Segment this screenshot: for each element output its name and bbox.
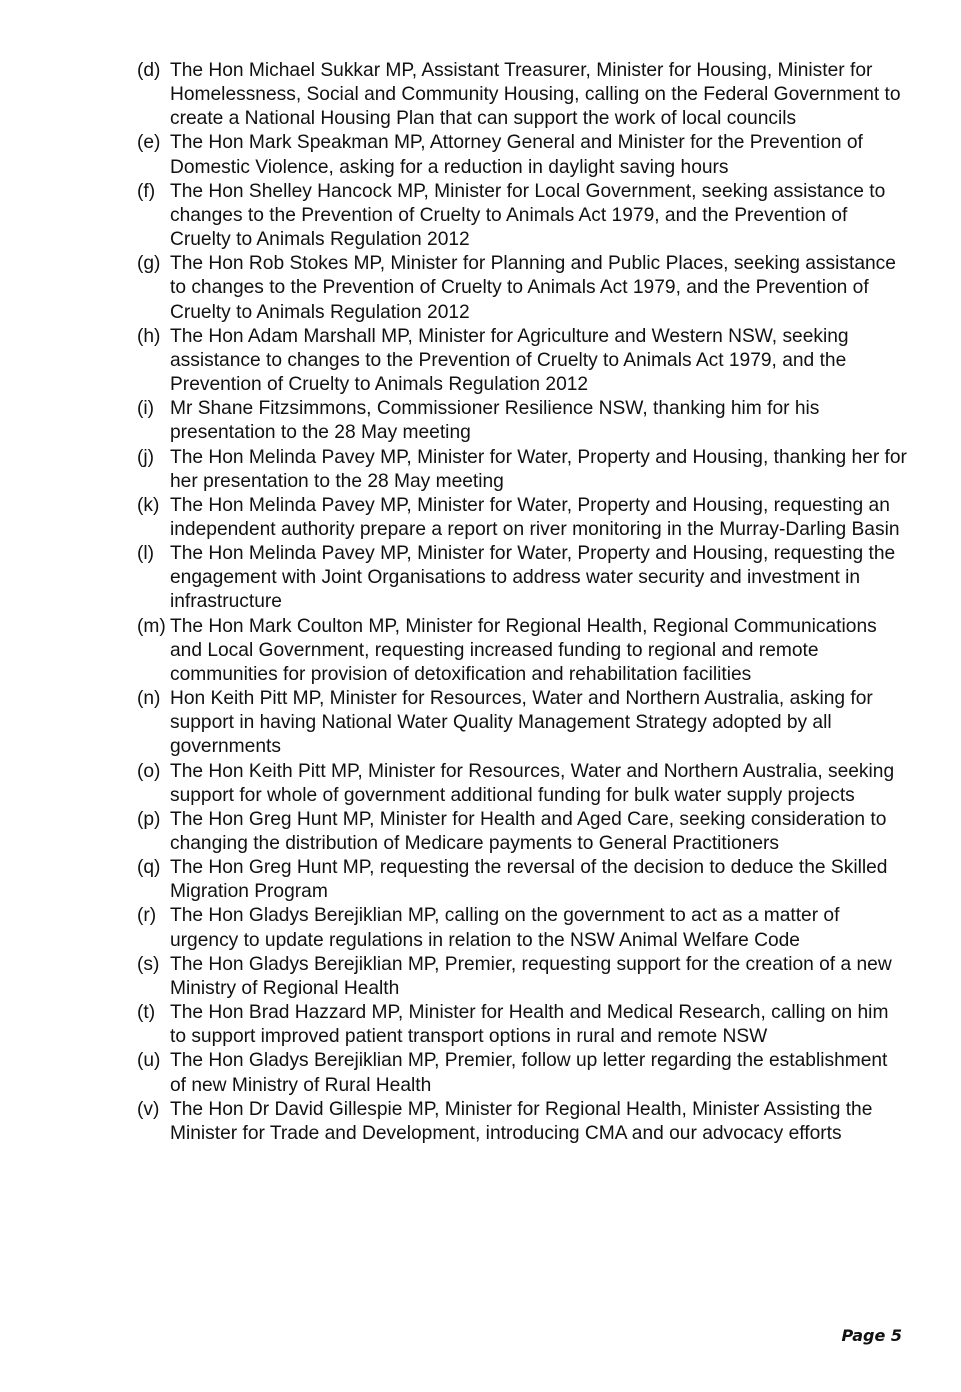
- list-item-marker: (q): [137, 857, 161, 879]
- list-item-marker: (f): [137, 180, 156, 202]
- list-item: [137, 494, 907, 542]
- list-item-marker: (m): [137, 615, 166, 637]
- list-item: [137, 808, 907, 856]
- list-item-marker: (t): [137, 1002, 156, 1024]
- list-item-marker: (v): [137, 1098, 160, 1120]
- list-item-marker: (o): [137, 760, 161, 782]
- list-item-text: The Hon Greg Hunt MP, requesting the reversal of the decision to deduce the Skilled Migration Program: [170, 857, 888, 903]
- list-item-text: The Hon Mark Coulton MP, Minister for Regional Health, Regional Communications and Local Government, requesting increased funding to regional and remote communities for provision of detoxification and rehabilitation facilities: [170, 615, 877, 685]
- list-item-marker: (s): [137, 953, 160, 975]
- list-item-text: The Hon Melinda Pavey MP, Minister for Water, Property and Housing, requesting the engagement with Joint Organisations to address water security and investment in infrastructure: [170, 543, 896, 613]
- list-item: [137, 180, 907, 252]
- list-item: [137, 1001, 907, 1049]
- list-item-marker: (g): [137, 253, 161, 275]
- list-item: [137, 1098, 907, 1146]
- list-item-text: The Hon Melinda Pavey MP, Minister for Water, Property and Housing, requesting an independent authority prepare a report on river monitoring in the Murray-Darling Basin: [170, 494, 900, 540]
- list-item: [137, 856, 907, 904]
- list-item-marker: (n): [137, 688, 161, 710]
- list-item: [137, 953, 907, 1001]
- list-item-text: Mr Shane Fitzsimmons, Commissioner Resilience NSW, thanking him for his presentation to the 28 May meeting: [170, 398, 820, 444]
- list-item: [137, 615, 907, 687]
- list-item-text: The Hon Dr David Gillespie MP, Minister for Regional Health, Minister Assisting the Minister for Trade and Development, introducing CMA and our advocacy efforts: [170, 1098, 873, 1144]
- list-item: [137, 687, 907, 759]
- list-item-marker: (d): [137, 60, 161, 81]
- list-item: [137, 325, 907, 397]
- list-item-marker: (u): [137, 1050, 161, 1072]
- page-number: Page 5: [841, 1326, 902, 1345]
- list-item-marker: (l): [137, 543, 155, 565]
- list-item-text: The Hon Gladys Berejiklian MP, Premier, requesting support for the creation of a new Ministry of Regional Health: [170, 953, 892, 999]
- correspondence-list: [137, 59, 907, 1146]
- list-item-text: Hon Keith Pitt MP, Minister for Resources, Water and Northern Australia, asking for support in having National Water Quality Management Strategy adopted by all governments: [170, 688, 873, 758]
- list-item-text: The Hon Adam Marshall MP, Minister for Agriculture and Western NSW, seeking assistance to changes to the Prevention of Cruelty to Animals Act 1979, and the Prevention of Cruelty to Animals Regulation 2012: [170, 325, 849, 396]
- list-item-text: The Hon Keith Pitt MP, Minister for Resources, Water and Northern Australia, seeking support for whole of government additional funding for bulk water supply projects: [170, 760, 895, 806]
- list-item-marker: (h): [137, 325, 161, 347]
- list-item-text: The Hon Michael Sukkar MP, Assistant Treasurer, Minister for Housing, Minister for Homelessness, Social and Community Housing, calling on the Federal Government to create a National Housing Plan that can support the work of local councils: [170, 60, 901, 130]
- list-item-text: The Hon Gladys Berejiklian MP, calling on the government to act as a matter of urgency to update regulations in relation to the NSW Animal Welfare Code: [170, 905, 840, 951]
- list-item: [137, 904, 907, 952]
- list-item: [137, 397, 907, 445]
- list-item-text: The Hon Greg Hunt MP, Minister for Health and Aged Care, seeking consideration to changing the distribution of Medicare payments to General Practitioners: [170, 808, 887, 854]
- list-item: [137, 59, 907, 131]
- list-item: [137, 446, 907, 494]
- list-item-marker: (e): [137, 132, 161, 154]
- list-item: [137, 542, 907, 614]
- list-item: [137, 252, 907, 324]
- list-item-text: The Hon Melinda Pavey MP, Minister for Water, Property and Housing, thanking her for her presentation to the 28 May meeting: [170, 446, 907, 492]
- list-item: [137, 1049, 907, 1097]
- list-item-marker: (p): [137, 808, 161, 830]
- list-item-text: The Hon Brad Hazzard MP, Minister for Health and Medical Research, calling on him to support improved patient transport options in rural and remote NSW: [170, 1002, 889, 1048]
- list-item-marker: (k): [137, 494, 160, 516]
- list-item-marker: (r): [137, 905, 157, 927]
- list-item-text: The Hon Rob Stokes MP, Minister for Planning and Public Places, seeking assistance to changes to the Prevention of Cruelty to Animals Act 1979, and the Prevention of Cruelty to Animals Regulation 2012: [170, 253, 896, 323]
- list-item-text: The Hon Gladys Berejiklian MP, Premier, follow up letter regarding the establishment of new Ministry of Rural Health: [170, 1050, 888, 1096]
- list-item-text: The Hon Shelley Hancock MP, Minister for Local Government, seeking assistance to changes to the Prevention of Cruelty to Animals Act 1979, and the Prevention of Cruelty to Animals Regulation 2012: [170, 180, 886, 251]
- list-item-text: The Hon Mark Speakman MP, Attorney General and Minister for the Prevention of Domestic Violence, asking for a reduction in daylight saving hours: [170, 132, 863, 178]
- list-item-marker: (j): [137, 446, 155, 468]
- list-item-marker: (i): [137, 398, 155, 420]
- list-item: [137, 760, 907, 808]
- list-item: [137, 131, 907, 179]
